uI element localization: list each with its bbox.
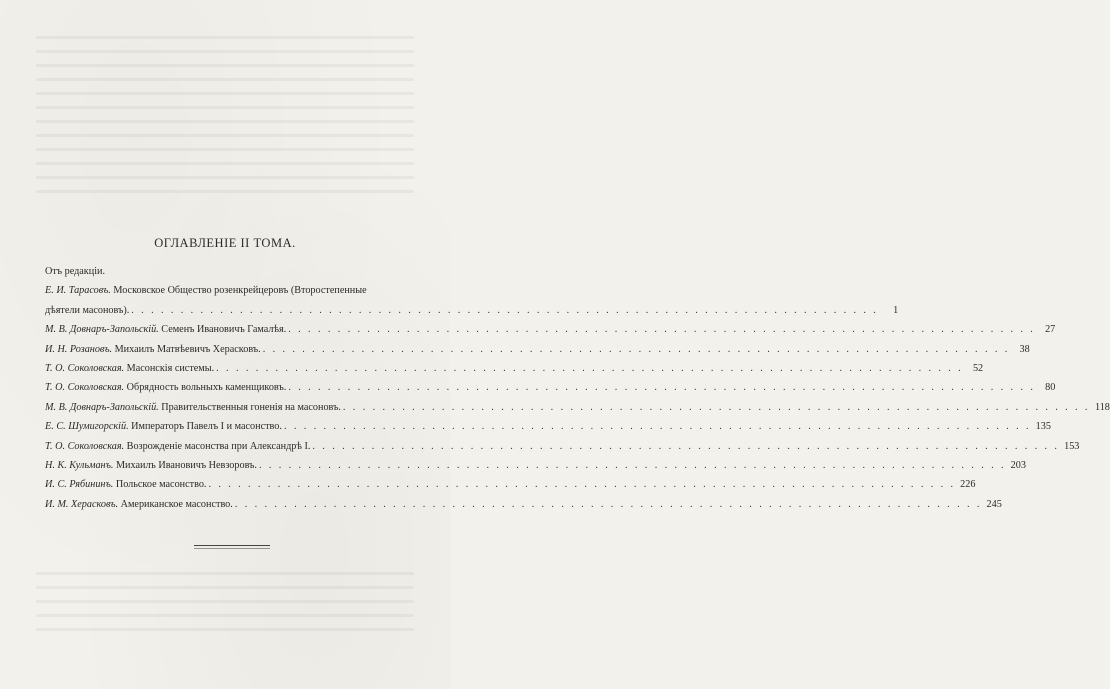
bleed-through-line bbox=[36, 50, 414, 53]
toc-entry-title: Михаилъ Ивановичъ Невзоровъ. bbox=[116, 459, 257, 471]
toc-entry-author: Т. О. Соколовская. bbox=[45, 362, 125, 374]
toc-entry-page: 80 bbox=[1045, 382, 1056, 394]
section-divider bbox=[194, 545, 270, 546]
toc-entry-author: Н. К. Кульманъ. bbox=[45, 459, 114, 471]
toc-entry-title: Семенъ Ивановичъ Гамалѣя. bbox=[161, 324, 287, 336]
dot-leader bbox=[288, 320, 1035, 339]
toc-entry-title: Польское масонство. bbox=[115, 479, 207, 491]
bleed-through-line bbox=[36, 614, 414, 617]
toc-entry-author: Е. И. Тарасовъ. bbox=[45, 285, 111, 297]
dot-leader bbox=[263, 340, 1010, 359]
toc-entry-author: И. С. Рябининъ. bbox=[45, 479, 114, 491]
dot-leader bbox=[235, 495, 982, 514]
toc-entry-title: Императоръ Павелъ I и масонство. bbox=[131, 421, 282, 433]
dot-leader bbox=[288, 378, 1035, 397]
bleed-through-line bbox=[36, 120, 414, 123]
toc-entry[interactable] bbox=[45, 475, 976, 494]
toc-title: ОГЛАВЛЕНІЕ II ТОМА. bbox=[154, 236, 296, 250]
toc-editor-note: Отъ редакціи. bbox=[45, 266, 106, 277]
toc-entry[interactable] bbox=[45, 281, 899, 320]
bleed-through-line bbox=[36, 78, 414, 81]
toc-entry-author: М. В. Довнаръ-Запольскій. bbox=[45, 401, 159, 413]
toc-entry[interactable] bbox=[45, 340, 1030, 359]
bleed-through-line bbox=[36, 106, 414, 109]
bleed-through-line bbox=[36, 586, 414, 589]
toc-entry-title: Московское Общество розенкрейцеровъ (Второстепенные bbox=[113, 285, 367, 297]
toc-entry-title: Правительственныя гоненія на масоновъ. bbox=[161, 401, 341, 413]
toc-entry-title: Михаилъ Матвѣевичъ Херасковъ. bbox=[114, 343, 261, 355]
bleed-through-line bbox=[36, 134, 414, 137]
toc-entry[interactable] bbox=[45, 398, 1110, 417]
toc-entry-page: 203 bbox=[1010, 459, 1026, 471]
toc-entry-page: 153 bbox=[1064, 440, 1080, 452]
bleed-through-line bbox=[36, 36, 414, 39]
toc-entry-page: 118 bbox=[1094, 401, 1110, 413]
toc-entry-author: Т. О. Соколовская. bbox=[45, 382, 125, 394]
bleed-through-line bbox=[36, 162, 414, 165]
section-divider-thin bbox=[194, 548, 270, 549]
toc-entry-page: 245 bbox=[986, 498, 1002, 510]
toc-entry-page: 38 bbox=[1019, 343, 1030, 355]
dot-leader bbox=[284, 417, 1031, 436]
toc-entry[interactable] bbox=[45, 437, 1080, 456]
bleed-through-line bbox=[36, 628, 414, 631]
toc-entry-author: Е. С. Шумигорскій. bbox=[45, 421, 129, 433]
toc-entry-title: Возрожденіе масонства при Александрѣ I. bbox=[126, 440, 311, 452]
toc-entry[interactable] bbox=[45, 378, 1056, 397]
toc-entry[interactable] bbox=[45, 359, 984, 378]
dot-leader bbox=[312, 437, 1059, 456]
toc-entry-author: И. Н. Розановъ. bbox=[45, 343, 113, 355]
bleed-through-line bbox=[36, 600, 414, 603]
toc-entry-title: Масонскія системы. bbox=[126, 362, 215, 374]
toc-list bbox=[45, 262, 1110, 514]
bleed-through-line bbox=[36, 148, 414, 151]
toc-entry-author: И. М. Херасковъ. bbox=[45, 498, 119, 510]
bleed-through-line bbox=[36, 572, 414, 575]
dot-leader bbox=[259, 456, 1006, 475]
toc-entry-title-continued: дѣятели масоновъ). bbox=[45, 304, 130, 316]
toc-entry-title: Обрядность вольныхъ каменщиковъ. bbox=[126, 382, 287, 394]
bleed-through-line bbox=[36, 190, 414, 193]
toc-entry-page: 226 bbox=[960, 479, 976, 491]
toc-entry[interactable] bbox=[45, 456, 1026, 475]
toc-entry-page: 52 bbox=[972, 362, 984, 374]
toc-entry-page: 1 bbox=[893, 304, 899, 316]
toc-entry-title: Американское масонство. bbox=[120, 498, 233, 510]
toc-entry-author: М. В. Довнаръ-Запольскій. bbox=[45, 324, 159, 336]
bleed-through-line bbox=[36, 176, 414, 179]
dot-leader bbox=[343, 398, 1090, 417]
toc-entry[interactable] bbox=[45, 495, 1002, 514]
bleed-through-line bbox=[36, 64, 414, 67]
toc-entry-page: 135 bbox=[1035, 421, 1051, 433]
toc-entry-author: Т. О. Соколовская. bbox=[45, 440, 125, 452]
dot-leader bbox=[216, 359, 963, 378]
bleed-through-line bbox=[36, 92, 414, 95]
toc-entry[interactable] bbox=[45, 320, 1056, 339]
dot-leader bbox=[208, 475, 955, 494]
toc-entry-page: 27 bbox=[1045, 324, 1056, 336]
dot-leader bbox=[131, 301, 878, 320]
toc-entry[interactable] bbox=[45, 417, 1051, 436]
